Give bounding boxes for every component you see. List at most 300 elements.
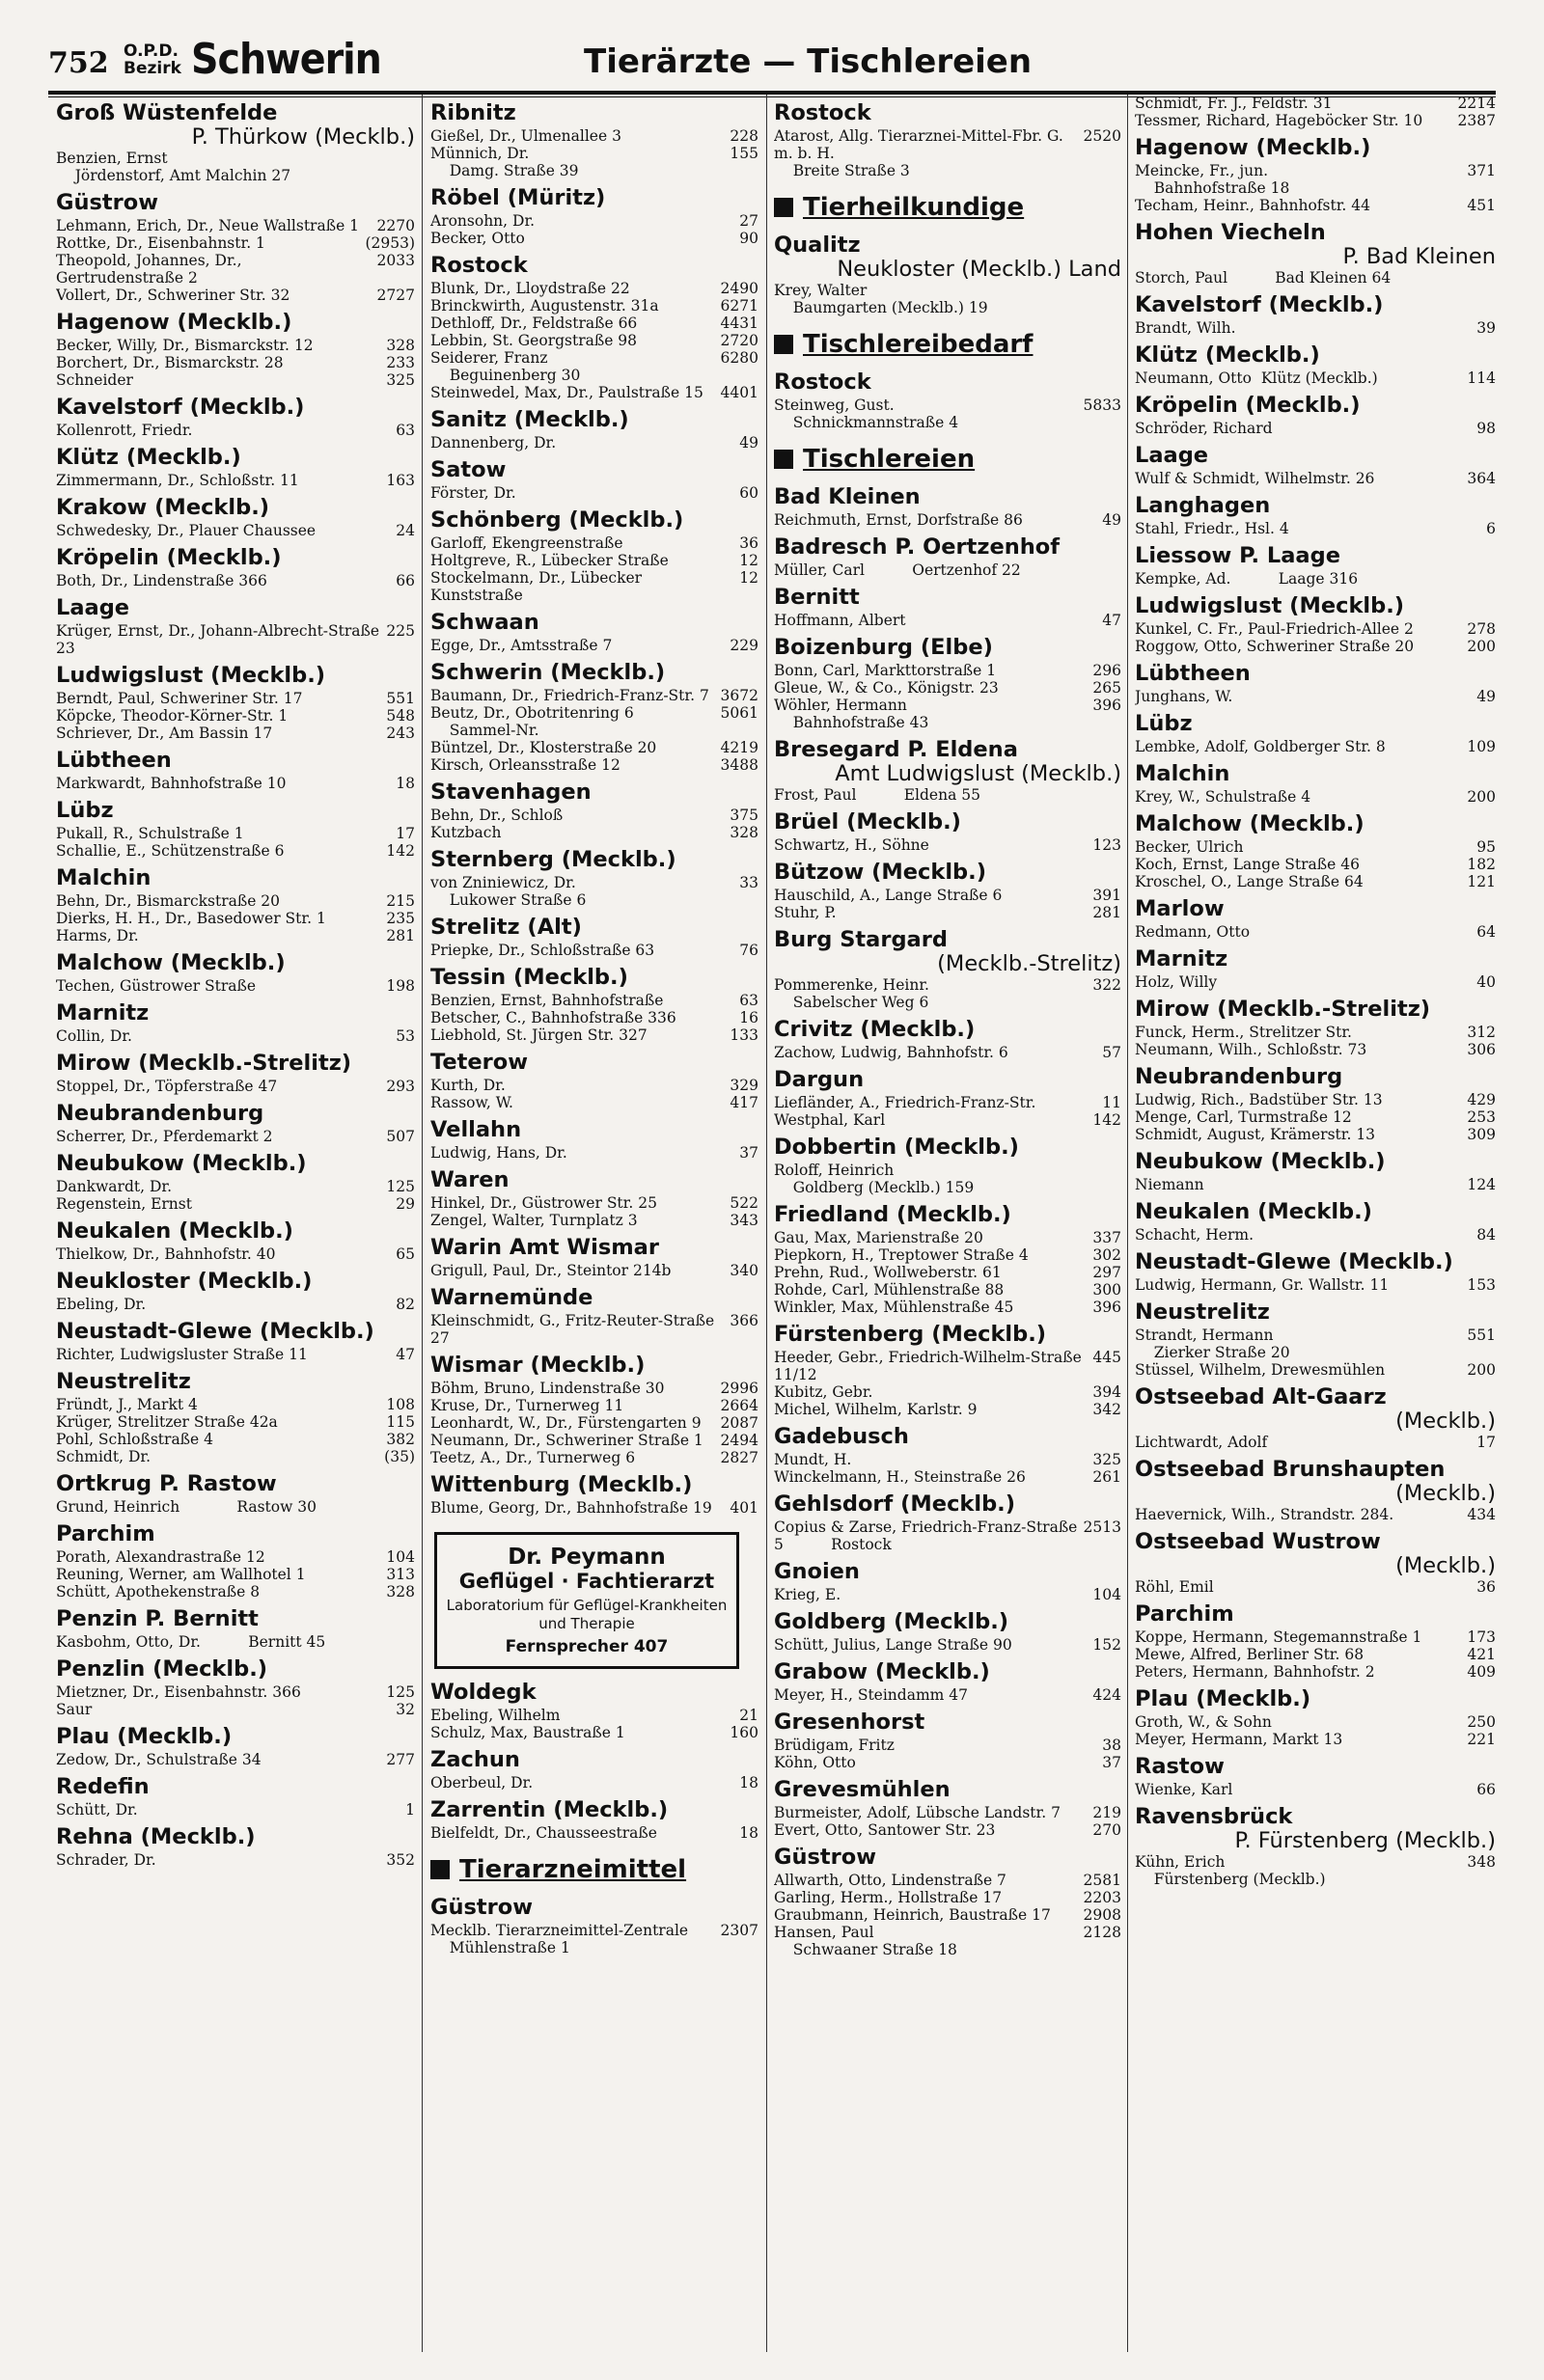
listing-phone: 2520: [1083, 127, 1121, 145]
listing-phone: 2214: [1457, 95, 1496, 112]
listing-entry: [430, 1077, 758, 1094]
listing-name: Schmidt, Fr. J., Feldstr. 31: [1135, 95, 1333, 112]
listing-entry: [774, 1264, 1121, 1281]
listing-entry: [56, 572, 415, 589]
listing-entry: [56, 1128, 415, 1145]
listing-entry: [56, 1195, 415, 1213]
listing-entry: [430, 349, 758, 384]
listing-phone: 123: [1092, 836, 1121, 854]
place-heading: Neustrelitz: [56, 1369, 191, 1394]
listing-entry: [774, 1518, 1121, 1553]
listing-phone: 200: [1467, 1361, 1496, 1379]
listing-name: Zedow, Dr., Schulstraße 34: [56, 1751, 262, 1768]
listing-name: Blunk, Dr., Lloydstraße 22: [430, 280, 630, 297]
place-heading: Crivitz (Mecklb.): [774, 1017, 976, 1042]
listing-name: Steinwedel, Max, Dr., Paulstraße 15: [430, 384, 703, 401]
listing-phone: 104: [386, 1548, 415, 1566]
listing-entry: [430, 637, 758, 654]
place-heading: Rehna (Mecklb.): [56, 1824, 256, 1849]
listing-phone: 3672: [720, 687, 758, 704]
place-heading: Satow: [430, 457, 507, 482]
listing-entry: [430, 127, 758, 145]
listing-phone: 253: [1467, 1108, 1496, 1126]
listing-name: Kirsch, Orleansstraße 12: [430, 756, 620, 774]
listing-entry: [774, 397, 1121, 431]
listing-phone: 4431: [720, 315, 758, 332]
place-heading: Kavelstorf (Mecklb.): [56, 395, 305, 420]
place-subheading: (Mecklb.): [1395, 1553, 1496, 1578]
listing-phone: 2720: [720, 332, 758, 349]
listing-name: Gau, Max, Marienstraße 20: [774, 1229, 983, 1246]
listing-phone: 396: [1092, 1299, 1121, 1316]
listing-name: Ebeling, Dr.: [56, 1296, 147, 1313]
listing-entry: [774, 662, 1121, 679]
listing-name: Förster, Dr.: [430, 484, 516, 502]
listing-name: Schacht, Herm.: [1135, 1226, 1254, 1244]
listing-entry: [56, 371, 415, 389]
listing-name: Roggow, Otto, Schweriner Straße 20: [1135, 638, 1415, 655]
listing-phone: 507: [386, 1128, 415, 1145]
category-heading: [774, 445, 1121, 474]
listing-name: Haevernick, Wilh., Strandstr. 284.: [1135, 1506, 1394, 1523]
place-heading: Laage: [1135, 443, 1209, 468]
listing-name: Mundt, H.: [774, 1451, 852, 1468]
listing-entry: [56, 1851, 415, 1869]
listing-name: Atarost, Allg. Tierarznei-Mittel-Fbr. G. m. b. H. Breite Straße 3: [774, 127, 1063, 179]
listing-name: Copius & Zarse, Friedrich-Franz-Straße 5 Rostock: [774, 1518, 1083, 1553]
listing-name: Röhl, Emil: [1135, 1578, 1214, 1596]
listing-phone: 160: [730, 1724, 758, 1741]
listing-name: Stoppel, Dr., Töpferstraße 47: [56, 1078, 278, 1095]
listing-name: Baumann, Dr., Friedrich-Franz-Str. 7: [430, 687, 709, 704]
listing-entry: [774, 1451, 1121, 1468]
listing-name: Dankwardt, Dr.: [56, 1178, 173, 1195]
listing-name: Lebbin, St. Georgstraße 98: [430, 332, 638, 349]
listing-entry: [430, 1774, 758, 1792]
place-heading: Marnitz: [56, 1000, 150, 1026]
listing-phone: 4401: [720, 384, 758, 401]
listing-entry: [1135, 1024, 1496, 1041]
place-heading: Grabow (Mecklb.): [774, 1659, 990, 1684]
place-heading: Röbel (Müritz): [430, 185, 606, 210]
listing-name: Schrader, Dr.: [56, 1851, 156, 1869]
listing-name: Zimmermann, Dr., Schloßstr. 11: [56, 472, 299, 489]
listing-entry: [774, 1889, 1121, 1906]
listing-phone: 2727: [376, 287, 415, 304]
listing-name: Grigull, Paul, Dr., Steintor 214b: [430, 1262, 672, 1279]
listing-phone: 17: [1476, 1434, 1496, 1451]
place-heading: Sternberg (Mecklb.): [430, 847, 676, 872]
place-heading: Neubukow (Mecklb.): [56, 1151, 307, 1176]
place-heading: Dargun: [774, 1067, 865, 1092]
listing-name: Theopold, Johannes, Dr., Gertrudenstraße 2: [56, 252, 247, 287]
listing-name: Roloff, Heinrich Goldberg (Mecklb.) 159: [774, 1162, 975, 1196]
listing-name: Becker, Otto: [430, 230, 525, 247]
listing-phone: 235: [386, 910, 415, 927]
listing-name: Kühn, Erich Fürstenberg (Mecklb.): [1135, 1853, 1326, 1888]
listing-phone: 2664: [720, 1397, 758, 1414]
place-subheading: P. Bad Kleinen: [1342, 244, 1496, 269]
listing-phone: 394: [1092, 1383, 1121, 1401]
listing-entry: [56, 1431, 415, 1448]
listing-entry: [56, 775, 415, 792]
listing-name: Beutz, Dr., Obotritenring 6 Sammel-Nr.: [430, 704, 634, 739]
place-heading: Badresch P. Oertzenhof: [774, 534, 1060, 560]
listing-entry: [430, 484, 758, 502]
listing-entry: [1135, 620, 1496, 638]
place-heading: Plau (Mecklb.): [56, 1724, 233, 1749]
listing-phone: (35): [384, 1448, 415, 1465]
listing-name: Collin, Dr.: [56, 1027, 132, 1045]
place-heading: Ludwigslust (Mecklb.): [1135, 593, 1405, 618]
listing-entry: [774, 1636, 1121, 1654]
listing-entry: [56, 927, 415, 944]
listing-entry: [56, 1548, 415, 1566]
place-heading: Plau (Mecklb.): [1135, 1686, 1311, 1711]
listing-entry: [774, 1281, 1121, 1299]
listing-phone: 2494: [720, 1432, 758, 1449]
listing-phone: 115: [386, 1413, 415, 1431]
listing-entry: [56, 842, 415, 860]
listing-name: Kempke, Ad. Laage 316: [1135, 570, 1359, 588]
opd-label: [124, 42, 181, 77]
listing-name: Menge, Carl, Turmstraße 12: [1135, 1108, 1352, 1126]
place-heading: Neukalen (Mecklb.): [56, 1218, 293, 1244]
listing-entry: [1135, 470, 1496, 487]
listing-phone: 2128: [1083, 1924, 1121, 1941]
listing-name: Teetz, A., Dr., Turnerweg 6: [430, 1449, 636, 1466]
page-header: [48, 29, 1496, 87]
place-heading: Güstrow: [774, 1845, 876, 1870]
column-divider: [766, 95, 767, 2352]
listing-entry: [430, 1194, 758, 1212]
column-divider: [422, 95, 423, 2352]
listing-name: Vollert, Dr., Schweriner Str. 32: [56, 287, 290, 304]
listing-phone: 5833: [1083, 397, 1121, 414]
listing-name: Steinweg, Gust. Schnickmannstraße 4: [774, 397, 959, 431]
listing-entry: [774, 976, 1121, 1011]
place-heading: Bad Kleinen: [774, 484, 921, 509]
listing-phone: 163: [386, 472, 415, 489]
listing-name: Kasbohm, Otto, Dr. Bernitt 45: [56, 1633, 326, 1651]
place-subheading: P. Thürkow (Mecklb.): [191, 124, 415, 150]
place-heading: Ravensbrück: [1135, 1804, 1293, 1829]
listing-entry: [56, 1296, 415, 1313]
listing-phone: 348: [1467, 1853, 1496, 1871]
listing-phone: 522: [730, 1194, 758, 1212]
listing-entry: [56, 217, 415, 234]
listing-phone: 49: [739, 434, 758, 451]
place-heading: Rostock: [430, 253, 528, 278]
opd-abbrev: O.P.D.: [124, 41, 179, 61]
listing-name: Koch, Ernst, Lange Straße 46: [1135, 856, 1360, 873]
listing-phone: 95: [1476, 838, 1496, 856]
listing-name: Piepkorn, H., Treptower Straße 4: [774, 1246, 1029, 1264]
listing-name: Schütt, Dr.: [56, 1801, 138, 1819]
listing-name: Techen, Güstrower Straße: [56, 977, 257, 995]
place-heading: Redefin: [56, 1774, 150, 1799]
listing-name: Behn, Dr., Bismarckstraße 20: [56, 892, 281, 910]
listing-phone: [1117, 786, 1121, 804]
listing-entry: [774, 904, 1121, 921]
listing-name: Heeder, Gebr., Friedrich-Wilhelm-Straße 11/12: [774, 1349, 1087, 1383]
place-heading: Neustrelitz: [1135, 1299, 1270, 1325]
listing-phone: 125: [386, 1178, 415, 1195]
listing-entry: [1135, 923, 1496, 941]
listing-name: Richter, Ludwigsluster Straße 11: [56, 1346, 308, 1363]
listing-entry: [1135, 1663, 1496, 1681]
listing-phone: 173: [1467, 1628, 1496, 1646]
listing-phone: 4219: [720, 739, 758, 756]
place-heading: Warin Amt Wismar: [430, 1235, 659, 1260]
listing-name: Stahl, Friedr., Hsl. 4: [1135, 520, 1289, 537]
listing-name: Krey, Walter Baumgarten (Mecklb.) 19: [774, 282, 988, 316]
place-heading: Güstrow: [56, 190, 158, 215]
listing-phone: 401: [730, 1499, 758, 1517]
place-heading: Gadebusch: [774, 1424, 909, 1449]
listing-phone: 424: [1092, 1686, 1121, 1704]
listing-entry: [1135, 1781, 1496, 1798]
listing-entry: [56, 1245, 415, 1263]
place-subheading: (Mecklb.): [1395, 1409, 1496, 1434]
listing-entry: [430, 1380, 758, 1397]
place-heading: Sanitz (Mecklb.): [430, 407, 629, 432]
listing-phone: 16: [739, 1009, 758, 1026]
listing-entry: [774, 679, 1121, 697]
listing-phone: 233: [386, 354, 415, 371]
listing-phone: 293: [386, 1078, 415, 1095]
listing-phone: 328: [386, 1583, 415, 1600]
listing-entry: [56, 1583, 415, 1600]
listing-name: Neumann, Otto Klütz (Mecklb.): [1135, 369, 1378, 387]
listing-phone: 328: [386, 337, 415, 354]
listing-name: Hauschild, A., Lange Straße 6: [774, 887, 1003, 904]
listing-name: Bonn, Carl, Markttorstraße 1: [774, 662, 997, 679]
listing-entry: [774, 282, 1121, 316]
place-heading: Vellahn: [430, 1117, 522, 1142]
place-subheading: (Mecklb.): [1395, 1481, 1496, 1506]
listing-entry: [56, 1396, 415, 1413]
category-bullet-icon: [774, 450, 793, 469]
place-heading: Kavelstorf (Mecklb.): [1135, 292, 1384, 317]
place-heading: Goldberg (Mecklb.): [774, 1609, 1009, 1634]
listing-entry: [430, 1009, 758, 1026]
listing-phone: 445: [1092, 1349, 1121, 1366]
place-heading: Kröpelin (Mecklb.): [1135, 393, 1361, 418]
listing-phone: 281: [1092, 904, 1121, 921]
listing-name: Kruse, Dr., Turnerweg 11: [430, 1397, 624, 1414]
listing-name: Bielfeldt, Dr., Chausseestraße: [430, 1824, 657, 1842]
place-heading: Teterow: [430, 1050, 528, 1075]
listing-entry: [56, 622, 415, 657]
listing-name: Rohde, Carl, Mühlenstraße 88: [774, 1281, 1005, 1299]
listing-phone: 153: [1467, 1276, 1496, 1294]
listing-phone: 309: [1467, 1126, 1496, 1143]
listing-name: Holz, Willy: [1135, 973, 1218, 991]
listing-phone: 313: [386, 1566, 415, 1583]
listing-entry: [56, 287, 415, 304]
place-heading: Woldegk: [430, 1680, 537, 1705]
listing-name: Pukall, R., Schulstraße 1: [56, 825, 244, 842]
listing-phone: 24: [396, 522, 415, 539]
listing-name: Aronsohn, Dr.: [430, 212, 536, 230]
listing-entry: [430, 230, 758, 247]
listing-name: Krüger, Strelitzer Straße 42a: [56, 1413, 278, 1431]
listing-phone: 200: [1467, 638, 1496, 655]
listing-entry: [774, 1737, 1121, 1754]
listing-phone: 343: [730, 1212, 758, 1229]
listing-entry: [1135, 1646, 1496, 1663]
advertisement-box: [434, 1532, 739, 1669]
listing-phone: 312: [1467, 1024, 1496, 1041]
listing-name: Kutzbach: [430, 824, 502, 841]
listing-name: Lichtwardt, Adolf: [1135, 1434, 1268, 1451]
listing-phone: 215: [386, 892, 415, 910]
listing-entry: [774, 786, 1121, 804]
listing-entry: [56, 892, 415, 910]
ad-description: Laboratorium für Geflügel-Krankheiten und Therapie: [446, 1597, 728, 1632]
place-heading: Malchin: [1135, 761, 1230, 786]
listing-entry: [56, 725, 415, 742]
place-heading: Schönberg (Mecklb.): [430, 507, 684, 533]
listing-name: Winkler, Max, Mühlenstraße 45: [774, 1299, 1014, 1316]
listing-name: Harms, Dr.: [56, 927, 139, 944]
ad-phone: Fernsprecher 407: [505, 1637, 669, 1656]
listing-phone: 142: [386, 842, 415, 860]
listing-entry: [774, 1094, 1121, 1111]
listing-entry: [56, 1498, 415, 1516]
listing-phone: 36: [1476, 1578, 1496, 1596]
place-heading: Rostock: [774, 369, 871, 395]
listing-entry: [56, 825, 415, 842]
place-heading: Mirow (Mecklb.-Strelitz): [56, 1051, 352, 1076]
category-bullet-icon: [774, 335, 793, 354]
listing-entry: [1135, 1126, 1496, 1143]
place-heading: Penzin P. Bernitt: [56, 1606, 259, 1631]
listing-name: Burmeister, Adolf, Lübsche Landstr. 7: [774, 1804, 1061, 1821]
listing-phone: 47: [1102, 612, 1121, 629]
listing-entry: [774, 1924, 1121, 1958]
listing-phone: 429: [1467, 1091, 1496, 1108]
listing-phone: 551: [1467, 1327, 1496, 1344]
place-heading: Lübtheen: [56, 748, 172, 773]
place-heading: Zachun: [430, 1747, 520, 1772]
listing-entry: [56, 1078, 415, 1095]
listing-name: Zengel, Walter, Turnplatz 3: [430, 1212, 638, 1229]
column-divider: [1127, 95, 1128, 2352]
place-heading: Penzlin (Mecklb.): [56, 1656, 268, 1682]
listing-entry: [430, 739, 758, 756]
place-heading: Lübtheen: [1135, 661, 1251, 686]
place-heading: Hagenow (Mecklb.): [56, 310, 292, 335]
place-heading: Stavenhagen: [430, 780, 592, 805]
listing-phone: [1492, 570, 1496, 588]
listing-entry: [774, 1383, 1121, 1401]
listing-entry: [430, 807, 758, 824]
place-heading: Bresegard P. Eldena: [774, 737, 1018, 762]
listing-name: Lehmann, Erich, Dr., Neue Wallstraße 1: [56, 217, 360, 234]
listing-entry: [1135, 1506, 1496, 1523]
place-heading: Schwerin (Mecklb.): [430, 660, 666, 685]
listing-entry: [430, 1724, 758, 1741]
listing-name: Strandt, Hermann Zierker Straße 20: [1135, 1327, 1290, 1361]
listing-entry: [774, 1299, 1121, 1316]
place-heading: Hagenow (Mecklb.): [1135, 135, 1371, 160]
listing-phone: 225: [386, 622, 415, 640]
listing-entry: [430, 552, 758, 569]
listing-name: Holtgreve, R., Lübecker Straße: [430, 552, 669, 569]
listing-entry: [430, 756, 758, 774]
listing-entry: [430, 992, 758, 1009]
listing-name: Schneider: [56, 371, 133, 389]
listing-entry: [1135, 788, 1496, 806]
place-subheading: Amt Ludwigslust (Mecklb.): [835, 761, 1121, 786]
place-heading: Malchow (Mecklb.): [56, 950, 286, 975]
listing-phone: [1492, 269, 1496, 287]
place-heading: Warnemünde: [430, 1285, 593, 1310]
listing-name: Kollenrott, Friedr.: [56, 422, 193, 439]
listing-entry: [430, 1922, 758, 1956]
place-heading: Gnoien: [774, 1559, 860, 1584]
listing-name: Egge, Dr., Amtsstraße 7: [430, 637, 613, 654]
place-heading: Mirow (Mecklb.-Strelitz): [1135, 997, 1431, 1022]
listing-name: Hoffmann, Albert: [774, 612, 906, 629]
listing-phone: 6271: [720, 297, 758, 315]
listing-entry: [774, 697, 1121, 731]
listing-name: von Zniniewicz, Dr. Lukower Straße 6: [430, 874, 587, 909]
listing-entry: [1135, 520, 1496, 537]
place-heading: Dobbertin (Mecklb.): [774, 1135, 1019, 1160]
listing-phone: [1117, 282, 1121, 316]
listing-entry: [56, 252, 415, 287]
category-title: Tischlereien: [803, 445, 976, 474]
place-heading: Klütz (Mecklb.): [1135, 342, 1320, 368]
category-heading: [774, 193, 1121, 222]
listing-name: Hansen, Paul Schwaaner Straße 18: [774, 1924, 957, 1958]
listing-entry: [56, 1801, 415, 1819]
place-heading: Waren: [430, 1167, 510, 1192]
listing-phone: 352: [386, 1851, 415, 1869]
listing-name: Betscher, C., Bahnhofstraße 336: [430, 1009, 676, 1026]
listing-entry: [430, 1499, 758, 1517]
listing-name: Zachow, Ludwig, Bahnhofstr. 6: [774, 1044, 1008, 1061]
listing-name: Büntzel, Dr., Klosterstraße 20: [430, 739, 657, 756]
listing-entry: [1135, 1327, 1496, 1361]
listing-entry: [56, 690, 415, 707]
listing-phone: 221: [1467, 1731, 1496, 1748]
listing-name: Kunkel, C. Fr., Paul-Friedrich-Allee 2: [1135, 620, 1414, 638]
listing-entry: [774, 887, 1121, 904]
ad-name: Dr. Peymann: [508, 1545, 666, 1570]
listing-name: Köpcke, Theodor-Körner-Str. 1: [56, 707, 289, 725]
listing-entry: [774, 127, 1121, 179]
listing-name: Fründt, J., Markt 4: [56, 1396, 198, 1413]
listing-name: Wöhler, Hermann Bahnhofstraße 43: [774, 697, 929, 731]
listing-entry: [1135, 112, 1496, 129]
listing-entry: [430, 384, 758, 401]
listing-entry: [1135, 1713, 1496, 1731]
listing-name: Leonhardt, W., Dr., Fürstengarten 9: [430, 1414, 702, 1432]
listing-entry: [56, 1683, 415, 1701]
listing-name: Kurth, Dr.: [430, 1077, 506, 1094]
listing-phone: 322: [1092, 976, 1121, 994]
place-heading: Neukloster (Mecklb.): [56, 1269, 313, 1294]
category-heading: [774, 330, 1121, 359]
listing-phone: 281: [386, 927, 415, 944]
place-heading: Wittenburg (Mecklb.): [430, 1472, 693, 1497]
listing-phone: 329: [730, 1077, 758, 1094]
listing-entry: [56, 1346, 415, 1363]
